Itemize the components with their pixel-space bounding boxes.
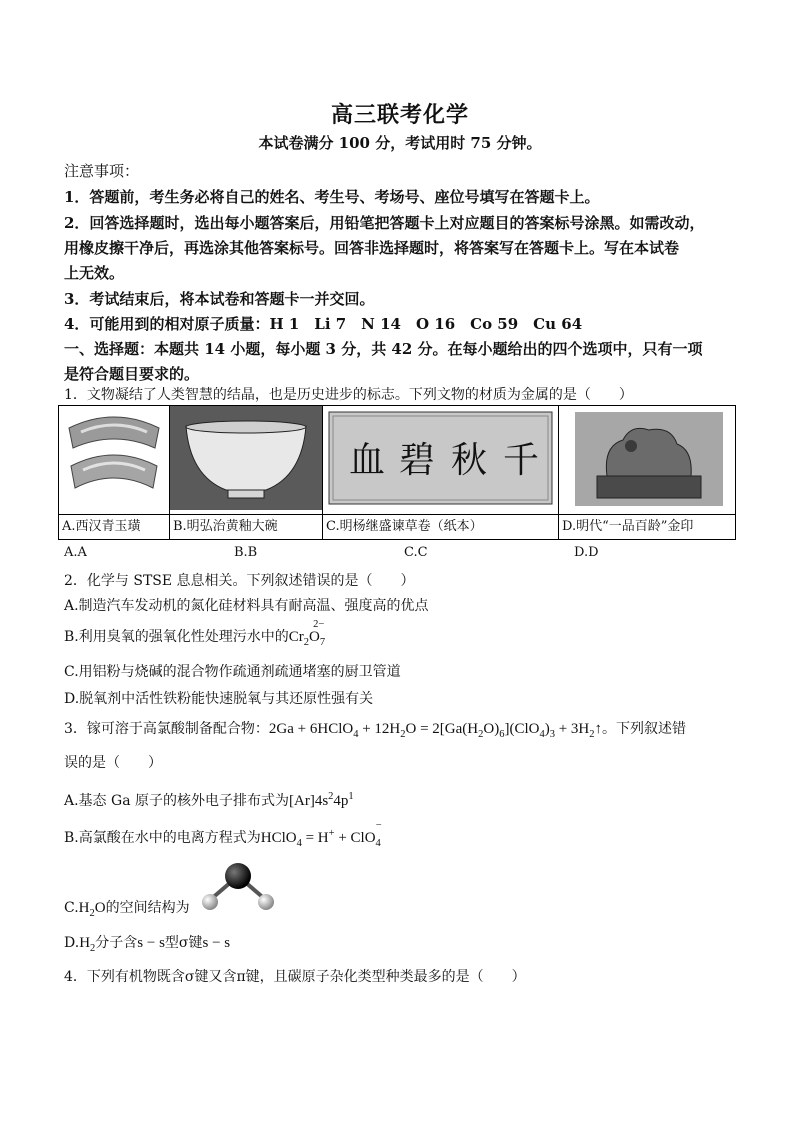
question-4-stem: 4．下列有机物既含σ键又含π键，且碳原子杂化类型种类最多的是（ ） [64, 969, 526, 985]
q3-stem-text: 3．镓可溶于高氯酸制备配合物： [64, 721, 269, 737]
q1-option-b: B.B [234, 545, 258, 560]
jade-huang-image [59, 406, 170, 515]
notice-heading: 注意事项： [64, 162, 140, 180]
q3-option-c-text: 的空间结构为 [105, 900, 190, 916]
option-d-caption: D.明代“一品百龄”金印 [559, 515, 736, 540]
scroll-char-3: 碧 [399, 440, 436, 481]
q3-option-b [64, 820, 387, 849]
gold-seal-image [559, 406, 736, 515]
q2-option-b [64, 619, 336, 648]
scroll-char-1: 千 [503, 440, 540, 481]
notice-item-3: 3．考试结束后，将本试卷和答题卡一并交回。 [64, 290, 375, 308]
exam-info: 本试卷满分 100 分，考试用时 75 分钟。 [258, 134, 542, 152]
q2-option-a: A.制造汽车发动机的氮化硅材料具有耐高温、强度高的优点 [64, 598, 429, 614]
question-1-stem: 1．文物凝结了人类智慧的结晶，也是历史进步的标志。下列文物的材质为金属的是（ ） [64, 387, 633, 403]
page-title: 高三联考化学 [330, 102, 469, 128]
q3-option-b-text: B.高氯酸在水中的电离方程式为 [64, 830, 261, 846]
q3-option-d-tail: 型σ键 [164, 935, 203, 951]
notice-item-1: 1．答题前，考生务必将自己的姓名、考生号、考场号、座位号填写在答题卡上。 [64, 188, 600, 206]
question-2-stem: 2．化学与 STSE 息息相关。下列叙述错误的是（ ） [64, 573, 415, 589]
hydrogen-formula: $H_2$ [79, 935, 96, 954]
q3-option-d-text: 分子含 [95, 935, 138, 951]
scroll-char-2: 秋 [451, 440, 488, 481]
water-ball-stick-model-image [196, 860, 280, 916]
scroll-char-4: 血 [349, 440, 386, 481]
q3-option-a [64, 790, 354, 810]
q1-option-c: C.C [404, 545, 428, 560]
q3-option-a-text: A.基态 Ga 原子的核外电子排布式为 [64, 793, 289, 809]
notice-item-2-end: 上无效。 [64, 264, 125, 282]
question-3-stem-cont: 误的是（ ） [64, 755, 162, 771]
q2-option-b-text: B.利用臭氧的强氧化性处理污水中的 [64, 629, 289, 645]
q2-option-c: C.用铝粉与烧碱的混合物作疏通剂疏通堵塞的厨卫管道 [64, 664, 401, 680]
q3-option-c-label: C. [64, 900, 79, 916]
ga-electron-config: $[Ar]4s^24p^1$ [289, 791, 354, 809]
gallium-reaction-equation: 2Ga + 6HClO$_4$ + $12H_2O = 2[Ga(H_2O)_6](ClO_4)_3$ + $3H_2↑$ [268, 721, 602, 740]
notice-item-2-cont: 用橡皮擦干净后，再选涂其他答案标号。回答非选择题时，将答案写在答题卡上。写在本试卷 [64, 239, 680, 257]
notice-item-2: 2．回答选择题时，选出每小题答案后，用铅笔把答题卡上对应题目的答案标号涂黑。如需改动， [64, 214, 705, 232]
option-b-caption: B.明弘治黄釉大碗 [170, 515, 323, 540]
q2-option-d: D.脱氧剂中活性铁粉能快速脱氧与其还原性强有关 [64, 691, 374, 707]
section-heading-cont: 是符合题目要求的。 [64, 365, 200, 383]
s-s-sigma-bond: s − s [137, 935, 165, 951]
section-heading: 一、选择题：本题共 14 小题，每小题 3 分，共 42 分。在每小题给出的四个选项中，只有一项 [64, 340, 703, 358]
dichromate-formula: $Cr_2O_7^{2-}$ [288, 619, 326, 648]
q3-option-d-label: D. [64, 935, 80, 951]
artifact-table [58, 405, 736, 540]
option-a-caption: A.西汉青玉璜 [59, 515, 170, 540]
question-3-stem [64, 718, 686, 740]
perchloric-ionization-equation: HClO$_4$ = H+ + ClO$_4$− [260, 820, 382, 849]
yellow-glazed-bowl-image [170, 406, 323, 515]
water-formula: $H_2O$ [78, 900, 106, 919]
calligraphy-scroll-image [323, 406, 559, 515]
option-c-caption: C.明杨继盛谏草卷（纸本） [323, 515, 559, 540]
q3-option-c [64, 897, 190, 919]
q1-option-a: A.A [64, 545, 87, 560]
q1-option-d: D.D [574, 545, 599, 560]
notice-item-4: 4．可能用到的相对原子质量：H 1 Li 7 N 14 O 16 Co 59 Cu 64 [64, 315, 583, 333]
s-s-sigma-bond-repeat: s − s [202, 935, 231, 951]
q3-stem-tail: 。下列叙述错 [602, 721, 686, 737]
q3-option-d [64, 932, 230, 954]
